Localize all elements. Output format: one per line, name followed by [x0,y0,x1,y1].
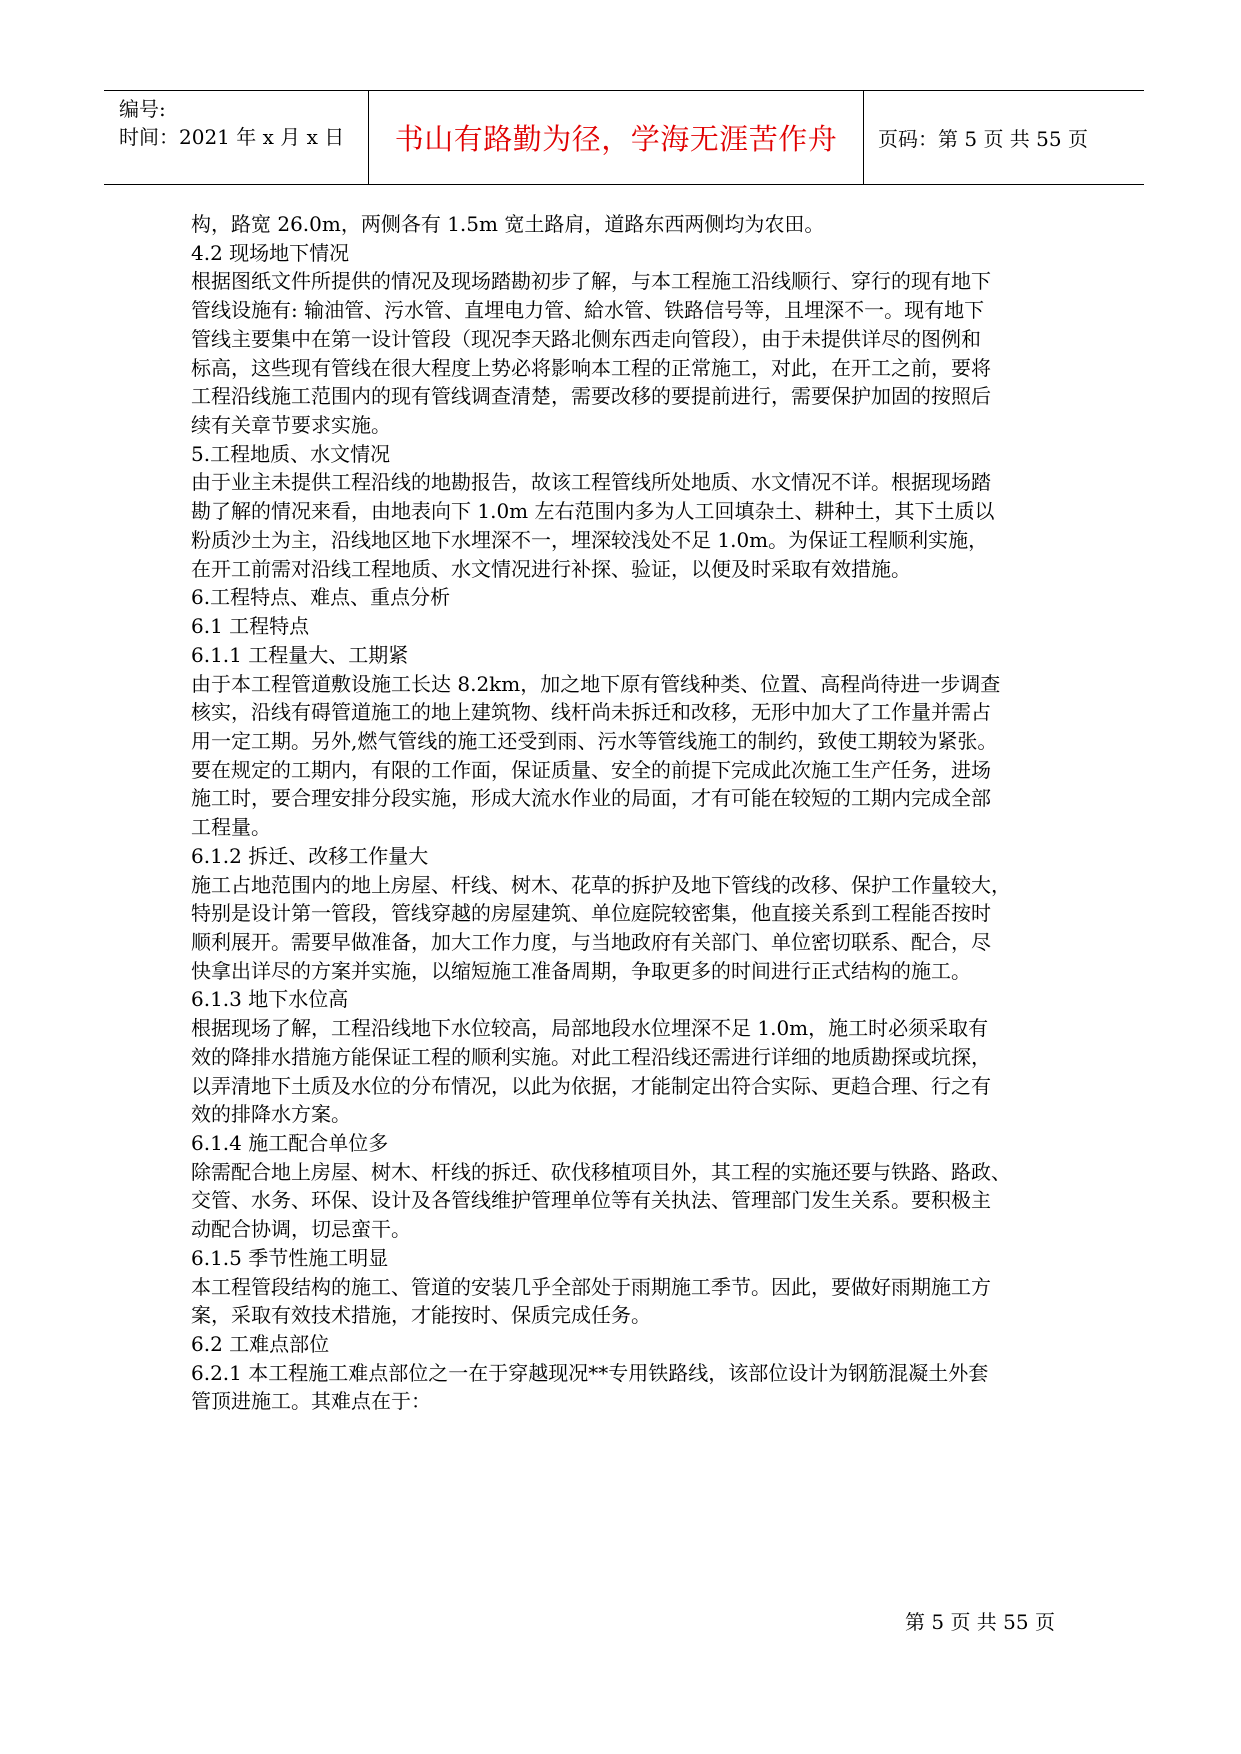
body-text-line: 4.2 现场地下情况 [191,240,350,265]
body-text-line: 快拿出详尽的方案并实施，以缩短施工准备周期，争取更多的时间进行正式结构的施工。 [191,958,971,983]
body-text-line: 6.1 工程特点 [191,614,310,639]
body-text-line: 6.1.5 季节性施工明显 [191,1245,389,1270]
body-text-line: 管线主要集中在第一设计管段（现况李天路北侧东西走向管段），由于未提供详尽的图例和 [191,326,981,351]
document-time-label: 时间：2021 年 x 月 x 日 [119,125,345,149]
body-text-line: 用一定工期。另外,燃气管线的施工还受到雨、污水等管线施工的制约，致使工期较为紧张。 [191,728,998,753]
body-text-line: 勘了解的情况来看，由地表向下 1.0m 左右范围内多为人工回填杂土、耕种土，其下土质以 [191,499,995,524]
header-motto-cell [369,91,864,184]
body-text-line: 在开工前需对沿线工程地质、水文情况进行补探、验证，以便及时采取有效措施。 [191,556,911,581]
body-text-line: 5.工程地质、水文情况 [191,441,391,466]
body-text-line: 6.1.1 工程量大、工期紧 [191,642,409,667]
body-text-line: 6.1.2 拆迁、改移工作量大 [191,843,429,868]
body-text-line: 动配合协调，切忌蛮干。 [191,1217,411,1242]
body-text-line: 要在规定的工期内，有限的工作面，保证质量、安全的前提下完成此次施工生产任务，进场 [191,757,991,782]
body-text-line: 粉质沙土为主，沿线地区地下水埋深不一，埋深较浅处不足 1.0m。为保证工程顺利实施， [191,527,989,552]
body-text-line: 标高，这些现有管线在很大程度上势必将影响本工程的正常施工，对此，在开工之前，要将 [191,355,991,380]
header-meta-cell [104,91,369,184]
body-text-line: 工程沿线施工范围内的现有管线调查清楚，需要改移的要提前进行，需要保护加固的按照后 [191,384,991,409]
body-text-line: 管顶进施工。其难点在于： [191,1389,431,1414]
body-text-line: 顺利展开。需要早做准备，加大工作力度，与当地政府有关部门、单位密切联系、配合，尽 [191,929,991,954]
body-text-line: 根据图纸文件所提供的情况及现场踏勘初步了解，与本工程施工沿线顺行、穿行的现有地下 [191,269,991,294]
body-text-line: 交管、水务、环保、设计及各管线维护管理单位等有关执法、管理部门发生关系。要积极主 [191,1188,991,1213]
document-number-label: 编号: [119,97,166,121]
body-text-line: 案，采取有效技术措施，才能按时、保质完成任务。 [191,1303,651,1328]
body-text-line: 续有关章节要求实施。 [191,413,391,438]
body-text-line: 除需配合地上房屋、树木、杆线的拆迁、砍伐移植项目外，其工程的实施还要与铁路、路政、 [191,1159,1011,1184]
body-text-line: 核实，沿线有碍管道施工的地上建筑物、线杆尚未拆迁和改移，无形中加大了工作量并需占 [191,700,991,725]
body-text-line: 6.2 工难点部位 [191,1332,330,1357]
body-text-line: 效的降排水措施方能保证工程的顺利实施。对此工程沿线还需进行详细的地质勘探或坑探， [191,1044,991,1069]
body-text-line: 管线设施有: 输油管、污水管、直埋电力管、給水管、铁路信号等，且埋深不一。现有地下 [191,298,985,323]
body-text-line: 特别是设计第一管段，管线穿越的房屋建筑、单位庭院较密集，他直接关系到工程能否按时 [191,901,991,926]
body-text-line: 根据现场了解，工程沿线地下水位较高，局部地段水位埋深不足 1.0m，施工时必须采取有 [191,1016,989,1041]
header-page-code: 页码：第 5 页 共 55 页 [878,127,1088,151]
document-body [191,210,1076,1416]
body-text-line: 构，路宽 26.0m，两侧各有 1.5m 宽土路肩，道路东西两侧均为农田。 [191,212,825,236]
body-text-line: 施工时，要合理安排分段实施，形成大流水作业的局面，才有可能在较短的工期内完成全部 [191,786,991,811]
body-text-line: 以弄清地下土质及水位的分布情况，以此为依据，才能制定出符合实际、更趋合理、行之有 [191,1073,991,1098]
body-text-line: 6.1.4 施工配合单位多 [191,1131,389,1155]
body-text-line: 效的排降水方案。 [191,1102,351,1127]
body-text-line: 6.1.3 地下水位高 [191,987,349,1012]
header-motto: 书山有路勤为径，学海无涯苦作舟 [394,122,838,156]
body-text-line: 由于业主未提供工程沿线的地勘报告，故该工程管线所处地质、水文情况不详。根据现场踏 [191,470,991,495]
body-text-line: 由于本工程管道敷设施工长达 8.2km，加之地下原有管线种类、位置、高程尚待进一步调查 [191,671,1001,696]
body-text-line: 6.2.1 本工程施工难点部位之一在于穿越现况**专用铁路线，该部位设计为钢筋混凝土外套 [191,1360,989,1385]
page-header [104,90,1144,185]
body-text-line: 本工程管段结构的施工、管道的安装几乎全部处于雨期施工季节。因此，要做好雨期施工方 [191,1274,991,1299]
header-page-cell [864,91,1144,184]
body-text-line: 6.工程特点、难点、重点分析 [191,585,451,610]
body-text-line: 工程量。 [191,815,271,840]
body-text-line: 施工占地范围内的地上房屋、杆线、树木、花草的拆护及地下管线的改移、保护工作量较大， [191,872,1011,897]
page-footer: 第 5 页 共 55 页 [905,1610,1055,1634]
